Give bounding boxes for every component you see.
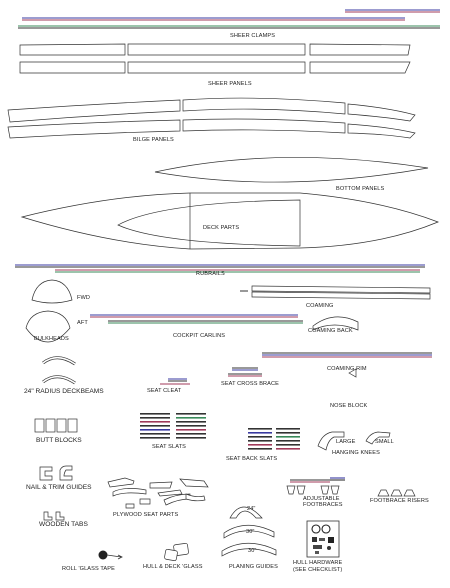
label-small: SMALL	[375, 439, 394, 445]
butt-blocks	[35, 419, 77, 432]
label-seat-back-slats: SEAT BACK SLATS	[226, 456, 278, 462]
coaming-rim-strips	[262, 353, 432, 357]
label-seat-slats: SEAT SLATS	[152, 444, 186, 450]
label-adjustable-footbraces-1: ADJUSTABLE	[303, 496, 340, 502]
label-large: LARGE	[336, 439, 356, 445]
sheer-clamp-strips	[18, 10, 440, 28]
hull-hardware	[307, 521, 339, 557]
label-guide-24: 24"	[247, 506, 256, 512]
label-bulkheads: BULKHEADS	[34, 336, 69, 342]
label-fwd: FWD	[77, 295, 91, 301]
seat-back-slat-strips	[248, 428, 300, 450]
deckbeam-arcs	[43, 358, 75, 383]
label-adjustable-footbraces-2: FOOTBRACES	[303, 502, 343, 508]
deck-parts	[22, 193, 438, 249]
label-hull-deck-glass: HULL & DECK 'GLASS	[143, 564, 203, 570]
bilge-panels	[8, 98, 415, 138]
glass-tape-roll	[99, 551, 123, 560]
label-plywood-seat-parts: PLYWOOD SEAT PARTS	[113, 512, 179, 518]
label-rubrails: RUBRAILS	[196, 271, 225, 277]
label-planing-guides: PLANING GUIDES	[229, 564, 278, 570]
label-bottom-panels: BOTTOM PANELS	[336, 186, 385, 192]
label-footbrace-risers: FOOTBRACE RISERS	[370, 498, 429, 504]
seat-cleat-strips	[160, 379, 190, 384]
label-coaming: COAMING	[306, 303, 334, 309]
label-hanging-knees: HANGING KNEES	[332, 450, 380, 456]
label-sheer-panels: SHEER PANELS	[208, 81, 252, 87]
label-roll-glass-tape: ROLL 'GLASS TAPE	[62, 566, 115, 572]
coaming-strips	[240, 286, 430, 299]
label-nose-block: NOSE BLOCK	[330, 403, 368, 409]
wooden-tabs	[44, 512, 64, 520]
label-bilge-panels: BILGE PANELS	[133, 137, 174, 143]
sheer-panels	[20, 44, 410, 73]
bulkheads	[26, 280, 72, 342]
label-hull-hardware-1: HULL HARDWARE	[293, 560, 343, 566]
label-seat-cross-brace: SEAT CROSS BRACE	[221, 381, 279, 387]
bottom-panel	[155, 157, 428, 182]
label-nail-trim-guides: NAIL & TRIM GUIDES	[26, 484, 92, 491]
label-wooden-tabs: WOODEN TABS	[39, 521, 88, 528]
hull-deck-glass	[164, 543, 189, 561]
label-aft: AFT	[77, 320, 88, 326]
label-radius-deckbeams: 24" RADIUS DECKBEAMS	[24, 388, 104, 395]
adjustable-footbraces	[287, 478, 345, 494]
seat-slat-strips	[140, 413, 206, 439]
label-cockpit-carlins: COCKPIT CARLINS	[173, 333, 226, 339]
label-hull-hardware-2: (SEE CHECKLIST)	[293, 567, 343, 573]
footbrace-risers	[378, 490, 415, 496]
label-deck-parts: DECK PARTS	[203, 225, 240, 231]
label-butt-blocks: BUTT BLOCKS	[36, 437, 82, 444]
label-coaming-rim: COAMING RIM	[327, 366, 367, 372]
seat-cross-brace-strips	[228, 368, 262, 376]
label-coaming-back: COAMING BACK	[308, 328, 353, 334]
plywood-seat-parts	[108, 478, 208, 508]
nail-trim-guides	[40, 466, 72, 480]
label-sheer-clamps: SHEER CLAMPS	[230, 33, 276, 39]
label-guide-30a: 30"	[246, 529, 255, 535]
label-guide-30b: 30"	[248, 548, 257, 554]
cockpit-carlin-strips	[90, 315, 303, 323]
label-seat-cleat: SEAT CLEAT	[147, 388, 182, 394]
